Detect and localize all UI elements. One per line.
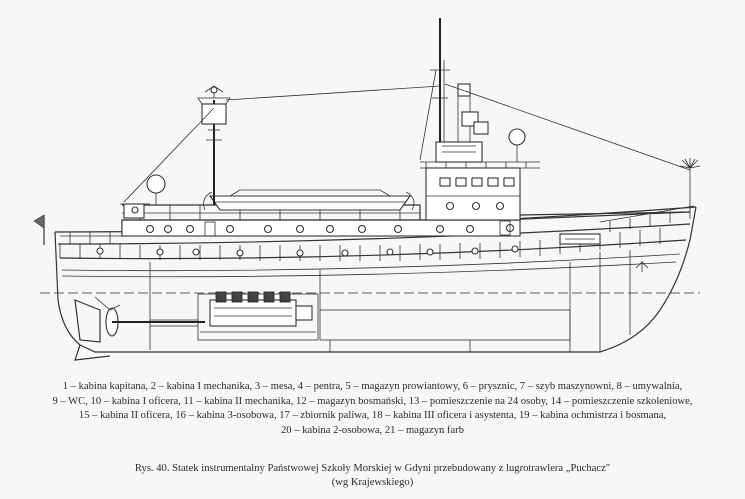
legend-line-1: 1 – kabina kapitana, 2 – kabina I mechanika, 3 – mesa, 4 – pentra, 5 – magazyn prowiantowy, 6 – prysznic, 7 – szyb maszynowni, 8 – umywalnia, — [62, 381, 683, 392]
stern-gear — [75, 297, 205, 360]
bow-light — [680, 158, 700, 210]
aft-mast — [147, 86, 230, 205]
legend-line-4: 20 – kabina 2-osobowa, 21 – magazyn farb — [281, 424, 464, 436]
legend-line-3: 15 – kabina II oficera, 16 – kabina 3-osobowa, 17 – zbiornik paliwa, 18 – kabina III oficera i asystenta, 19 – kabina ochmistrza i bosmana, — [78, 410, 667, 422]
deckhouse — [97, 142, 690, 256]
figure-caption — [0, 462, 745, 489]
legend — [0, 380, 745, 438]
fore-mast — [430, 18, 525, 162]
engine-room — [150, 292, 570, 352]
caption-title: Rys. 40. Statek instrumentalny Państwowej Szkoły Morskiej w Gdyni przebudowany z lugrotrawlera „Puchacz" — [134, 463, 611, 474]
legend-line-2: 9 – WC, 10 – kabina I oficera, 11 – kabina II mechanika, 12 – magazyn bosmański, 13 – pomieszczenie na 24 osoby, 14 – pomieszczenie szkoleniowe, — [52, 395, 693, 407]
caption-source: (wg Krajewskiego) — [331, 476, 414, 488]
stern-flag — [34, 215, 44, 245]
